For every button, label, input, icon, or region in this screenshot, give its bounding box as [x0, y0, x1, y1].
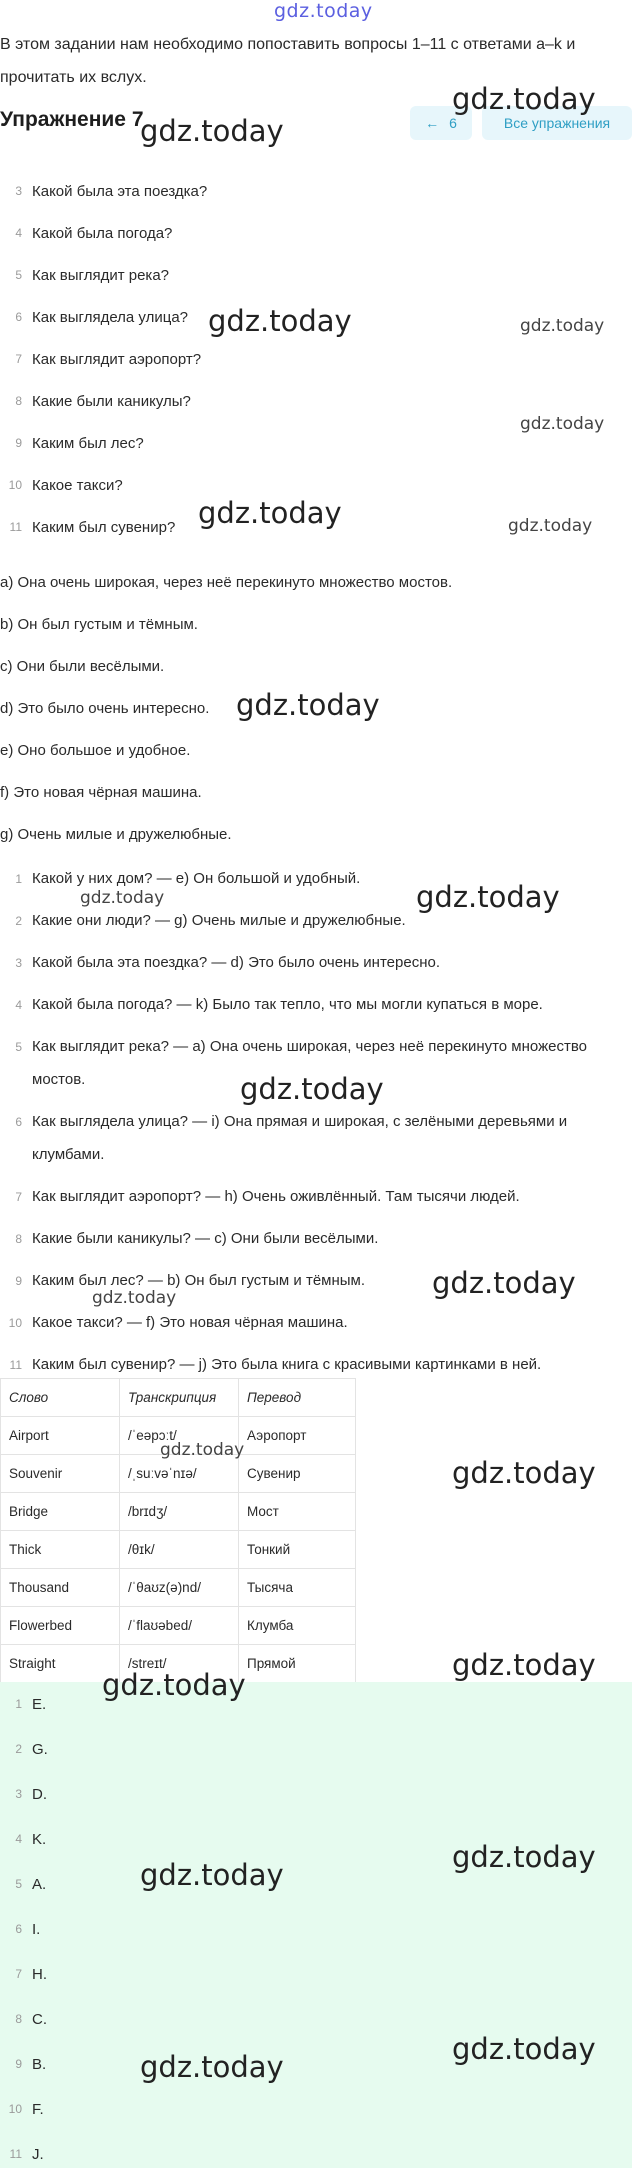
list-item	[0, 1264, 628, 1298]
pair-text: Какие были каникулы? — c) Они были весёлыми.	[32, 1230, 379, 1247]
question-text: Как выглядит река?	[32, 266, 170, 284]
watermark: gdz.today	[520, 414, 605, 434]
watermark: gdz.today	[432, 1266, 576, 1300]
answer-text: B.	[32, 2055, 47, 2073]
transcription-cell: /ˈθaʊz(ə)nd/	[120, 1569, 239, 1607]
list-item	[0, 2049, 46, 2079]
option-item: e) Оно большое и удобное.	[0, 742, 191, 759]
pair-text: Как выглядит река? — a) Она очень широкая, через неё перекинуто множество мостов.	[32, 1038, 587, 1088]
watermark: gdz.today	[140, 114, 284, 148]
table-row	[1, 1645, 356, 1683]
item-number: 6	[15, 1922, 22, 1936]
item-number: 3	[15, 956, 22, 970]
item-number: 2	[15, 1742, 22, 1756]
word-cell: Bridge	[1, 1493, 120, 1531]
answer-text: H.	[32, 1965, 47, 1983]
task-intro: В этом задании нам необходимо попоставить вопросы 1–11 с ответами a–k и прочитать их вслух.	[0, 36, 576, 86]
item-number: 2	[15, 914, 22, 928]
list-item	[0, 386, 191, 416]
translation-cell: Сувенир	[239, 1455, 356, 1493]
list-item	[0, 176, 207, 206]
table-header-row	[1, 1379, 356, 1417]
item-number: 3	[15, 184, 22, 198]
question-text: Каким был сувенир?	[32, 518, 176, 536]
pair-text: Как выглядела улица? — i) Она прямая и широкая, с зелёными деревьями и клумбами.	[32, 1113, 568, 1163]
item-number: 8	[15, 2012, 22, 2026]
watermark: gdz.today	[92, 1288, 177, 1308]
item-number: 11	[9, 2147, 22, 2161]
site-logo: gdz.today	[274, 0, 373, 22]
list-item	[0, 988, 628, 1022]
pair-text: Какой была эта поездка? — d) Это было очень интересно.	[32, 954, 440, 971]
word-cell: Airport	[1, 1417, 120, 1455]
answer-text: A.	[32, 1875, 47, 1893]
word-cell: Flowerbed	[1, 1607, 120, 1645]
watermark: gdz.today	[208, 304, 352, 338]
answer-text: C.	[32, 2010, 47, 2028]
question-text: Какой была эта поездка?	[32, 182, 208, 200]
transcription-cell: /ˈflaʊəbed/	[120, 1607, 239, 1645]
list-item	[0, 2004, 47, 2034]
option-item: a) Она очень широкая, через неё перекинуто множество мостов.	[0, 574, 453, 591]
item-number: 11	[9, 520, 22, 534]
pair-text: Какой была погода? — k) Было так тепло, что мы могли купаться в море.	[32, 996, 543, 1013]
page-title: Упражнение 7	[0, 108, 144, 131]
list-item	[0, 1180, 628, 1214]
pair-text: Каким был лес? — b) Он был густым и тёмным.	[32, 1272, 366, 1289]
item-number: 4	[15, 1832, 22, 1846]
item-number: 7	[15, 1190, 22, 1204]
word-cell: Straight	[1, 1645, 120, 1683]
item-number: 5	[15, 1040, 22, 1054]
list-item	[0, 1869, 46, 1899]
item-number: 7	[15, 352, 22, 366]
item-number: 1	[15, 872, 22, 886]
item-number: 9	[15, 1274, 22, 1288]
item-number: 10	[8, 2102, 22, 2116]
watermark: gdz.today	[80, 888, 165, 908]
item-number: 7	[15, 1967, 22, 1981]
item-number: 6	[15, 310, 22, 324]
list-item	[0, 344, 201, 374]
all-exercises-button[interactable]	[482, 106, 632, 140]
answer-text: G.	[32, 1740, 48, 1758]
watermark: gdz.today	[520, 316, 605, 336]
list-item	[0, 1689, 46, 1719]
watermark: gdz.today	[140, 2050, 284, 2084]
watermark: gdz.today	[452, 2032, 596, 2066]
watermark: gdz.today	[160, 1440, 245, 1460]
list-item	[0, 1306, 628, 1340]
table-row	[1, 1607, 356, 1645]
list-item	[0, 1914, 40, 1944]
list-item	[0, 260, 169, 290]
answers-panel	[0, 1682, 632, 2168]
list-item	[0, 1105, 628, 1171]
column-header: Транскрипция	[120, 1379, 239, 1417]
watermark: gdz.today	[236, 688, 380, 722]
translation-cell: Прямой	[239, 1645, 356, 1683]
table-row	[1, 1531, 356, 1569]
list-item	[0, 1348, 628, 1382]
list-item	[0, 946, 628, 980]
item-number: 6	[15, 1115, 22, 1129]
translation-cell: Мост	[239, 1493, 356, 1531]
transcription-cell: /θɪk/	[120, 1531, 239, 1569]
item-number: 10	[8, 1316, 22, 1330]
translation-cell: Аэропорт	[239, 1417, 356, 1455]
translation-cell: Тысяча	[239, 1569, 356, 1607]
translation-cell: Тонкий	[239, 1531, 356, 1569]
question-text: Какой была погода?	[32, 224, 173, 242]
pair-text: Какое такси? — f) Это новая чёрная машина.	[32, 1314, 348, 1331]
list-item	[0, 2094, 44, 2124]
watermark: gdz.today	[508, 516, 593, 536]
transcription-cell: /brɪdʒ/	[120, 1493, 239, 1531]
list-item	[0, 1824, 46, 1854]
word-cell: Thick	[1, 1531, 120, 1569]
list-item	[0, 302, 188, 332]
prev-exercise-label: 6	[449, 115, 457, 131]
list-item	[0, 2139, 44, 2169]
answer-text: I.	[32, 1920, 41, 1938]
vocabulary-table	[0, 1378, 356, 1683]
watermark: gdz.today	[452, 1456, 596, 1490]
transcription-cell: /ˈeəpɔːt/	[120, 1417, 239, 1455]
answer-text: K.	[32, 1830, 47, 1848]
list-item	[0, 470, 123, 500]
table-row	[1, 1455, 356, 1493]
question-text: Какие были каникулы?	[32, 392, 191, 410]
list-item	[0, 1959, 47, 1989]
item-number: 11	[9, 1358, 22, 1372]
transcription-cell: /ˌsuːvəˈnɪə/	[120, 1455, 239, 1493]
all-exercises-label: Все упражнения	[503, 115, 611, 131]
list-item	[0, 1734, 48, 1764]
option-item: d) Это было очень интересно.	[0, 700, 210, 717]
list-item	[0, 218, 172, 248]
prev-exercise-button[interactable]	[410, 106, 472, 140]
option-item: g) Очень милые и дружелюбные.	[0, 826, 232, 843]
watermark: gdz.today	[102, 1668, 246, 1702]
item-number: 1	[15, 1697, 22, 1711]
pair-text: Как выглядит аэропорт? — h) Очень оживлённый. Там тысячи людей.	[32, 1188, 520, 1205]
item-number: 4	[15, 226, 22, 240]
list-item	[0, 1779, 47, 1809]
list-item	[0, 904, 628, 938]
answer-text: J.	[32, 2145, 44, 2163]
table-row	[1, 1569, 356, 1607]
list-item	[0, 1030, 628, 1096]
transcription-cell: /streɪt/	[120, 1645, 239, 1683]
list-item	[0, 428, 144, 458]
watermark: gdz.today	[140, 1858, 284, 1892]
question-text: Как выглядела улица?	[32, 308, 189, 326]
answer-text: F.	[32, 2100, 44, 2118]
item-number: 9	[15, 436, 22, 450]
watermark: gdz.today	[198, 496, 342, 530]
pair-text: Какие они люди? — g) Очень милые и дружелюбные.	[32, 912, 406, 929]
answer-text: D.	[32, 1785, 47, 1803]
item-number: 8	[15, 394, 22, 408]
word-cell: Souvenir	[1, 1455, 120, 1493]
pair-text: Каким был сувенир? — j) Это была книга с красивыми картинками в ней.	[32, 1356, 542, 1373]
translation-cell: Клумба	[239, 1607, 356, 1645]
question-text: Каким был лес?	[32, 434, 144, 452]
table-row	[1, 1417, 356, 1455]
table-row	[1, 1493, 356, 1531]
question-text: Какое такси?	[32, 476, 123, 494]
watermark: gdz.today	[240, 1072, 384, 1106]
item-number: 8	[15, 1232, 22, 1246]
option-item: b) Он был густым и тёмным.	[0, 616, 198, 633]
watermark: gdz.today	[452, 1840, 596, 1874]
item-number: 5	[15, 268, 22, 282]
watermark: gdz.today	[416, 880, 560, 914]
column-header: Слово	[1, 1379, 120, 1417]
word-cell: Thousand	[1, 1569, 120, 1607]
list-item	[0, 862, 628, 896]
item-number: 9	[15, 2057, 22, 2071]
question-text: Как выглядит аэропорт?	[32, 350, 202, 368]
option-item: f) Это новая чёрная машина.	[0, 784, 202, 801]
watermark: gdz.today	[452, 1648, 596, 1682]
arrow-left-icon: ←	[425, 115, 440, 131]
column-header: Перевод	[239, 1379, 356, 1417]
option-item: c) Они были весёлыми.	[0, 658, 165, 675]
answer-text: E.	[32, 1695, 47, 1713]
list-item	[0, 1222, 628, 1256]
watermark: gdz.today	[452, 82, 596, 116]
item-number: 4	[15, 998, 22, 1012]
list-item	[0, 512, 175, 542]
item-number: 5	[15, 1877, 22, 1891]
item-number: 3	[15, 1787, 22, 1801]
item-number: 10	[8, 478, 22, 492]
pair-text: Какой у них дом? — e) Он большой и удобный.	[32, 870, 361, 887]
